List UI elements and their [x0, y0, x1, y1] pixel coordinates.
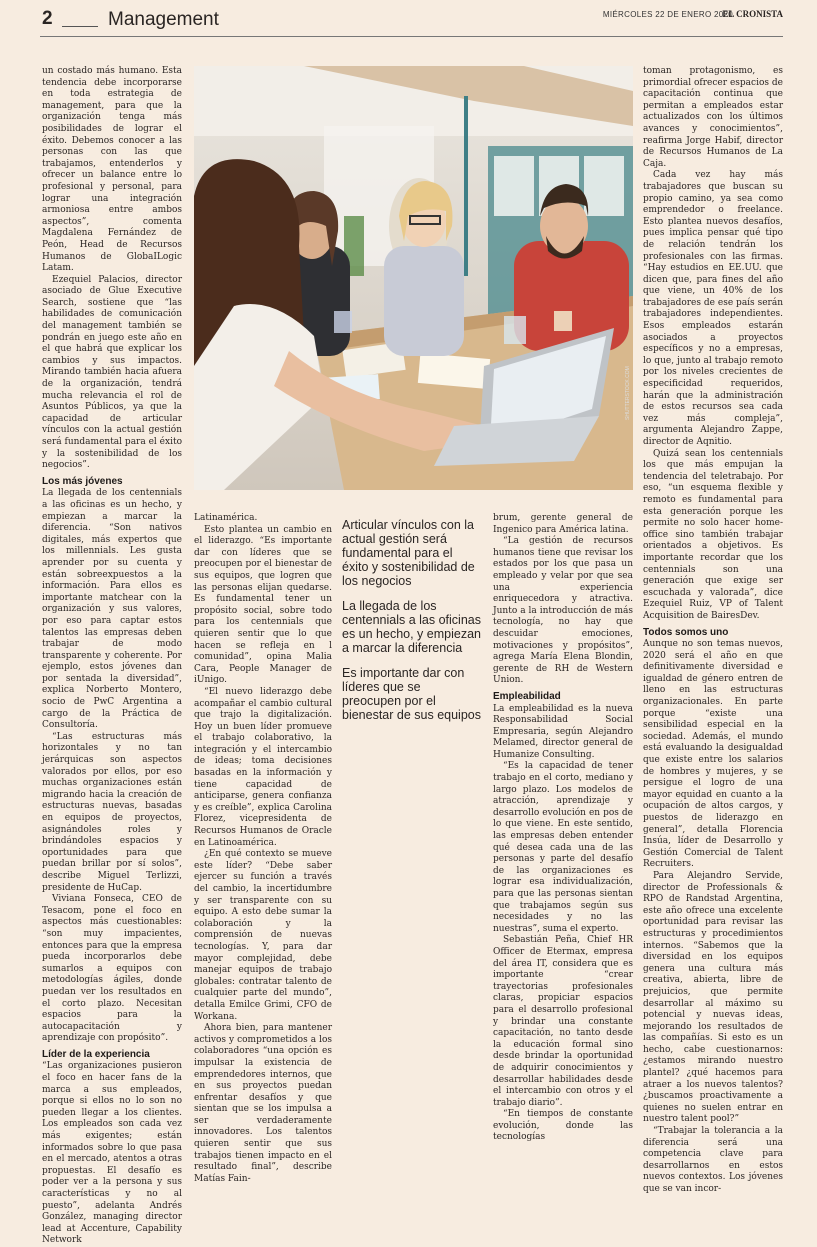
paragraph: La empleabilidad es la nueva Responsabilidad Social Empresaria, según Alejandro Melamed, director general de Humanize Consulting.: [493, 703, 633, 760]
paragraph: Esto plantea un cambio en el liderazgo. “Es importante dar con líderes que se preocupen por el bienestar de sus equipos, que logren que las personas elijan quedarse. Es fundamental tener un propósito social, sobre todo para los centennials que quieren sentir que lo que hacen se refleja en l comunidad”, opina Malia Cara, People Manager de iUnigo.: [194, 524, 332, 686]
office-meeting-photo: [194, 66, 633, 490]
paragraph: Latinamérica.: [194, 513, 258, 523]
paragraph: “Las organizaciones pusieron el foco en hacer fans de la marca a sus empleados, porque si ellos no lo son no pueden llegar a los clientes. Los empleados son cada vez más exigentes; están informados sobre lo que pasa en el mercado, atentos a otras propuestas. El desafío es poder ver a la persona y sus características y no al puesto”, adelanta Andrés González, managing director lead at Accenture, Capability Network: [42, 1061, 182, 1246]
paragraph: Sebastián Peña, Chief HR Officer de Etermax, empresa del área IT, considera que es importante “crear trayectorias profesionales claras, propiciar espacios para el desarrollo profesional y brindar una constante capacitación, no tanto desde la educación formal sino desde brindar la oportunidad de adquirir conocimientos y desarrollar habilidades desde el intercambio con otros y el trabajo diario”.: [493, 935, 633, 1108]
paragraph: Quizá sean los centennials los que más empujan la tendencia del teletrabajo. Por eso, “un esquema flexible y remoto es fundamental para esta generación porque les permite no solo hacer home-office sino también trabajar orientados a objetivos. Es importante recordar que los centennials son una generación que exige ser escuchada y valorada”, dice Ezequiel Ruiz, VP of Talent Acquisition de BairesDev.: [643, 448, 783, 621]
paragraph: Para Alejandro Servide, director de Professionals & RPO de Randstad Argentina, este año ofrece una excelente oportunidad para revisar las estructuras y procedimientos internos. “Sabemos que la diversidad en los equipos genera una cultura más creativa, abierta, libre de prejuicios, que permite desarrollar al máximo su potencial y nuevas ideas, mejorando los resultados de las compañías. Si esto es un hecho, cabe cuestionarnos: ¿estamos mirando nuestro plantel? ¿qué hacemos para atraer a los nuevos talentos? ¿buscamos proactivamente a quienes no suelen entrar en nuestro talent pool?”: [643, 870, 783, 1125]
paragraph: “Trabajar la tolerancia a la diferencia será una competencia clave para desarrollarnos en estos nuevos contextos. Los jóvenes que se van incor-: [643, 1126, 783, 1194]
article-column-1: [42, 66, 182, 1246]
pull-quotes: [342, 518, 482, 733]
paragraph: “Las estructuras más horizontales y no tan jerárquicas son aspectos valorados por ellos, por eso muchas organizaciones están migrando hacia la creación de estructuras nuevas, basadas en equipos de proyectos, asignándoles roles y brindándoles espacios y oportunidades para que puedan brillar por sí solos”, describe Miguel Terlizzi, presidente de HuCap.: [42, 731, 182, 893]
paragraph: ¿En qué contexto se mueve este líder? “Debe saber ejercer su función a través del cambio, la incertidumbre y ser transparente con su equipo. A esto debe sumar la colaboración y la comprensión de nuevas tecnologías. Y, para dar mayor complejidad, debe manejar equipos de trabajo globales: contratar talento de cualquier parte del mundo”, detalla Emilce Grimi, CFO de Workana.: [194, 849, 332, 1022]
paragraph: un costado más humano. Esta tendencia debe incorporarse en toda estrategia de management, para que la organización tenga más posibilidades de lograr el éxito. Debemos conocer a las personas con las que trabajamos, entenderlos y ofrecer un balance entre lo profesional y personal, para lograr una integración armoniosa entre ambos aspectos”, comenta Magdalena Fernández de Peón, Head de Recursos Humanos de GlobaILogic Latam.: [42, 66, 182, 274]
paragraph: “Es la capacidad de tener trabajo en el corto, mediano y largo plazo. Los modelos de atracción, aprendizaje y desarrollo evolución en pos de lo que viene. En este sentido, las empresas deben entender qué desea cada una de las personas y parte del desafío de las organizaciones es lograr esa individualización, para que las personas sientan que trabajamos según sus necesidades y no las nuestras”, suma el experto.: [493, 761, 633, 934]
paragraph: brum, gerente general de Ingenico para América latina.: [493, 513, 633, 535]
photo-credit: SHUTTERSTOCK.COM: [625, 366, 631, 420]
page-number: 2: [42, 8, 53, 29]
paragraph: La llegada de los centennials a las oficinas es un hecho, y empiezan a marcar la diferencia. “Son nativos digitales, más expertos que los millennials. Les gusta aprender por su cuenta y están sobreexpuestos a la información. Para ellos es importante matchear con la organización y sus valores, por eso para captar estos talentos las empresas deben trabajar de modo transparente y coherente. Por ejemplo, estos jóvenes dan por sentada la diversidad”, explica Norberto Montero, socio de PwC Argentina a cargo de la Práctica de Consultoría.: [42, 488, 182, 731]
article-column-4: [643, 66, 783, 1194]
paragraph: Cada vez hay más trabajadores que buscan su propio camino, ya sea como emprendedor o freelance. Esto plantea nuevos desafíos, pues implica pensar qué tipo de relación tendrán los profesionales con las firmas. “Hay estudios en EE.UU. que dicen que, para fines del año que viene, un 40% de los trabajadores de ese país serán trabajadores independientes. Esos empleados estarán asociados a proyectos específicos y no a empresas, lo que, junto al trabajo remoto por los niveles crecientes de especificidad requeridos, harán que la administración de estos recursos sea cada vez más compleja”, argumenta Alejandro Zappe, director de Aqnitio.: [643, 170, 783, 447]
pull-quote-1: Articular vínculos con la actual gestión será fundamental para el éxito y sostenibilidad de los negocios: [342, 518, 475, 588]
paragraph: “El nuevo liderazgo debe acompañar el cambio cultural que trajo la digitalización. Hoy un buen líder promueve el trabajo colaborativo, la integración y el intercambio de ideas; toma decisiones basadas en la información y tiene capacidad de anticiparse, genera confianza y es creíble”, explica Carolina Florez, vicepresidenta de Recursos Humanos de Oracle en Latinoamérica.: [194, 686, 332, 848]
newspaper-brand: EL CRONISTA: [722, 9, 783, 19]
paragraph: Ezequiel Palacios, director asociado de Glue Executive Search, sostiene que “las habilidades de comunicación del management también se pondrán en juego este año en el que habrá que explicar los cambios y sus impactos. Mirando también hacia afuera de la organización, tendrá mucha relevancia el rol de Asuntos Públicos, ya que la capacidad de articular vínculos con la actual gestión será fundamental para el éxito y la sostenibilidad de los negocios”.: [42, 274, 182, 471]
section-title: Management: [108, 9, 219, 30]
section-heading: Todos somos uno: [643, 626, 729, 638]
paragraph: toman protagonismo, es primordial ofrecer espacios de capacitación continua que permitan a empleados estar actualizados con los últimos avances y conocimientos”, reafirma Jorge Habif, director de Recursos Humanos de La Caja.: [643, 66, 783, 169]
issue-date: MIÉRCOLES 22 DE ENERO 2020: [602, 10, 733, 19]
pull-quote-2: La llegada de los centennials a las oficinas es un hecho, y empiezan a marcar la diferencia: [342, 599, 481, 655]
section-heading: Líder de la experiencia: [42, 1048, 150, 1060]
article-column-3: [493, 513, 633, 1143]
paragraph: Aunque no son temas nuevos, 2020 será el año en que definitivamente diversidad e igualdad de género entren de lleno en las estructuras organizacionales. En parte porque “existe una sensibilidad especial en la sociedad. Además, el mundo está evaluando la desigualdad que existe entre los salarios de hombres y mujeres, y se persigue el logro de una mayor equidad en cuanto a la ocupación de altos cargos, y puestos de liderazgo en general”, detalla Florencia Insúa, líder de Desarrollo y Gestión Comercial de Talent Recruiters.: [643, 639, 783, 870]
paragraph: “En tiempos de constante evolución, donde las tecnologías: [493, 1109, 633, 1143]
article-column-2: [194, 513, 332, 1184]
paragraph: “La gestión de recursos humanos tiene que revisar los estados por los que pasa un empleado y velar por que sea una experiencia enriquecedora y atractiva. Junto a la introducción de más tecnología, no hay que descuidar emociones, motivaciones y propósitos”, agrega María Elena Blondin, gerente de RH de Western Union.: [493, 536, 633, 686]
header-rule: [62, 26, 98, 27]
paragraph: Viviana Fonseca, CEO de Tesacom, pone el foco en aspectos más cuestionables: “son muy impacientes, entonces para que la empresa pueda incorporarlos debe sumarlos a equipos con metodologías ágiles, donde puedan ver los resultados en el corto plazo. Necesitan espacios para la autocapacitación y aprendizaje con propósito”.: [42, 894, 182, 1044]
paragraph: Ahora bien, para mantener activos y comprometidos a los colaboradores “una opción es impulsar la existencia de emprendedores internos, que en sus proyectos puedan enfrentar desafíos y que sientan que se los impulsa a ser verdaderamente innovadores. Los talentos quieren sentir que sus trabajos tienen impacto en el resultado final”, describe Matías Fain-: [194, 1023, 332, 1184]
pull-quote-3: Es importante dar con líderes que se preocupen por el bienestar de sus equipos: [342, 666, 481, 722]
section-heading: Empleabilidad: [493, 690, 561, 702]
header-divider: [40, 36, 783, 37]
article-photo: [194, 66, 633, 490]
section-heading: Los más jóvenes: [42, 475, 123, 487]
